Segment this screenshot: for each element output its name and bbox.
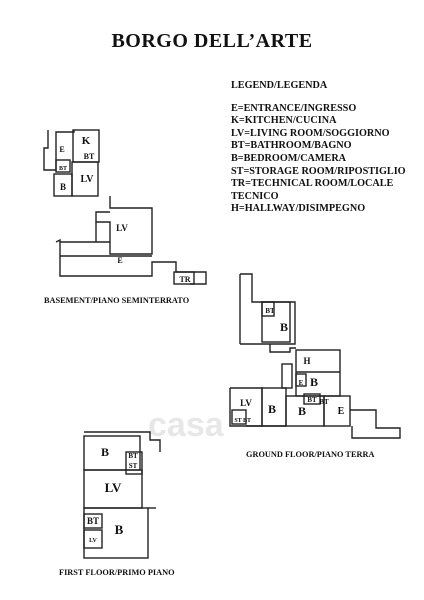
room-label: K [81,135,91,147]
legend-item: LV=LIVING ROOM/SOGGIORNO [231,127,390,139]
ground-floor-caption: GROUND FLOOR/PIANO TERRA [246,450,375,459]
room-label: BT [265,307,275,315]
room-label: H [303,356,311,366]
legend-item: TR=TECHNICAL ROOM/LOCALE [231,178,394,190]
room-label: B [309,375,319,389]
legend-item: B=BEDROOM/CAMERA [231,152,347,164]
room-label: B [100,445,110,459]
room-label: LV [104,480,122,495]
room-label: ST [128,462,138,470]
room-label: BT [319,398,329,406]
room-label: BT [128,452,138,460]
room-label: E [117,256,123,265]
room-label: LV [240,398,252,408]
room-label: LV [89,538,97,544]
room-label: B [279,320,289,334]
room-label: LV [116,223,128,233]
room-label: B [114,522,124,537]
room-label: E [337,406,345,417]
basement-caption: BASEMENT/PIANO SEMINTERRATO [44,296,190,305]
room-label: BT [83,152,95,161]
ground-floor-plan [230,274,400,438]
room-label: TR [179,275,191,284]
legend-item: E=ENTRANCE/INGRESSO [231,102,357,114]
room-label: E [59,145,65,154]
watermark: casa [148,406,224,444]
legend-item: ST=STORAGE ROOM/RIPOSTIGLIO [231,165,406,177]
room-label: ST [234,418,242,424]
legend-heading: LEGEND/LEGENDA [231,80,328,91]
room-label: E [298,379,304,387]
legend-item: BT=BATHROOM/BAGNO [231,140,352,152]
room-label: BT [58,166,68,172]
legend-item: K=KITCHEN/CUCINA [231,115,337,127]
room-label: B [297,404,307,418]
legend-item: TECNICO [231,190,279,202]
room-label: BT [242,418,252,424]
room-label: BT [307,396,317,404]
room-label: BT [86,516,100,526]
page-title: BORGO DELL’ARTE [111,30,313,52]
basement-plan [44,130,206,284]
room-label: B [267,402,277,416]
legend-item: H=HALLWAY/DISIMPEGNO [231,203,366,215]
first-floor-caption: FIRST FLOOR/PRIMO PIANO [59,568,175,577]
room-label: B [59,182,67,192]
room-label: LV [80,174,94,185]
